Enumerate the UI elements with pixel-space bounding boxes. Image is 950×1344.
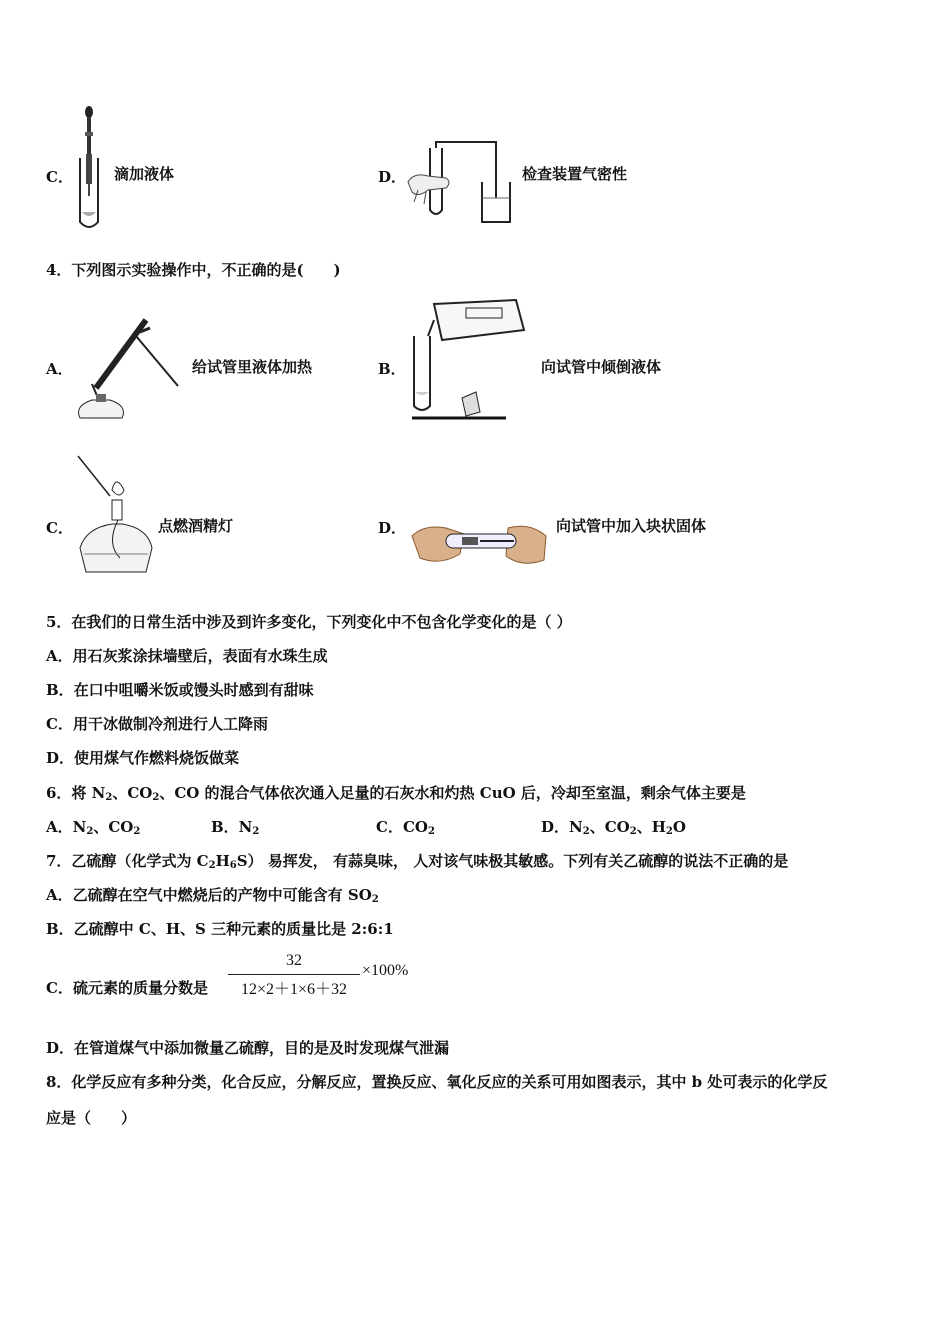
airtightness-check-figure [404, 138, 516, 230]
q5-option-b: B．在口中咀嚼米饭或馒头时感到有甜味 [46, 681, 314, 699]
q7-stem: 7．乙硫醇（化学式为 $C_2H_6S$） 易挥发， 有蒜臭味， 人对该气味极其敏感。下列有关乙硫醇的说法不正确的是 [46, 852, 789, 871]
q5-option-c: C．用干冰做制冷剂进行人工降雨 [46, 715, 268, 733]
q3-option-d-letter: D． [378, 168, 407, 186]
q6-stem: 6．将 $N_2$、$CO_2$、CO 的混合气体依次通入足量的石灰水和灼热 CuO 后，冷却至室温，剩余气体主要是 [46, 784, 746, 803]
q4-option-c-letter: C． [46, 519, 73, 537]
fraction-numerator: 32 [286, 952, 302, 969]
q6-option-b: B．$N_2$ [211, 818, 260, 837]
lighting-lamp-figure [76, 454, 156, 578]
mass-fraction-formula [228, 952, 418, 1002]
q3-option-c-letter: C． [46, 168, 73, 186]
q4-option-b-letter: B． [378, 360, 406, 378]
pouring-liquid-figure [406, 296, 530, 422]
fraction-bar [228, 974, 360, 975]
adding-solid-figure [410, 514, 550, 576]
heating-liquid-figure [70, 314, 184, 428]
q5-stem: 5．在我们的日常生活中涉及到许多变化，下列变化中不包含化学变化的是（ ） [46, 613, 572, 631]
q6-option-c: C．$CO_2$ [376, 818, 435, 837]
q8-stem-line2: 应是（ ） [46, 1109, 137, 1127]
q4-option-c-caption: 点燃酒精灯 [158, 517, 234, 535]
q3-option-c-caption: 滴加液体 [114, 165, 175, 183]
q6-option-d: D．$N_2$、$CO_2$、$H_2O$ [541, 818, 686, 837]
q4-option-a-caption: 给试管里液体加热 [192, 358, 313, 376]
q7-option-d: D．在管道煤气中添加微量乙硫醇，目的是及时发现煤气泄漏 [46, 1039, 450, 1057]
q8-stem-line1: 8．化学反应有多种分类，化合反应，分解反应，置换反应、氧化反应的关系可用如图表示，其中 b 处可表示的化学反 [46, 1073, 828, 1091]
q7-option-b: B．乙硫醇中 C、H、S 三种元素的质量比是 2:6:1 [46, 920, 394, 938]
q3-option-d-caption: 检查装置气密性 [522, 165, 628, 183]
fraction-denominator: 12×2＋1×6＋32 [240, 981, 348, 998]
q7-option-a: A．乙硫醇在空气中燃烧后的产物中可能含有 $SO_2$ [46, 886, 379, 905]
q6-option-a: A．$N_2$、$CO_2$ [46, 818, 141, 837]
q7-option-c: C．硫元素的质量分数是 [46, 979, 208, 997]
q4-option-b-caption: 向试管中倾倒液体 [541, 358, 662, 376]
q4-option-a-letter: A． [46, 360, 73, 378]
q5-option-a: A．用石灰浆涂抹墙壁后，表面有水珠生成 [46, 647, 328, 665]
q4-stem: 4．下列图示实验操作中，不正确的是( ) [46, 261, 341, 279]
q4-option-d-caption: 向试管中加入块状固体 [556, 517, 707, 535]
q4-option-d-letter: D． [378, 519, 407, 537]
dropper-figure [72, 104, 106, 232]
q5-option-d: D．使用煤气作燃料烧饭做菜 [46, 749, 240, 767]
fraction-multiplier: ×100% [362, 962, 409, 979]
